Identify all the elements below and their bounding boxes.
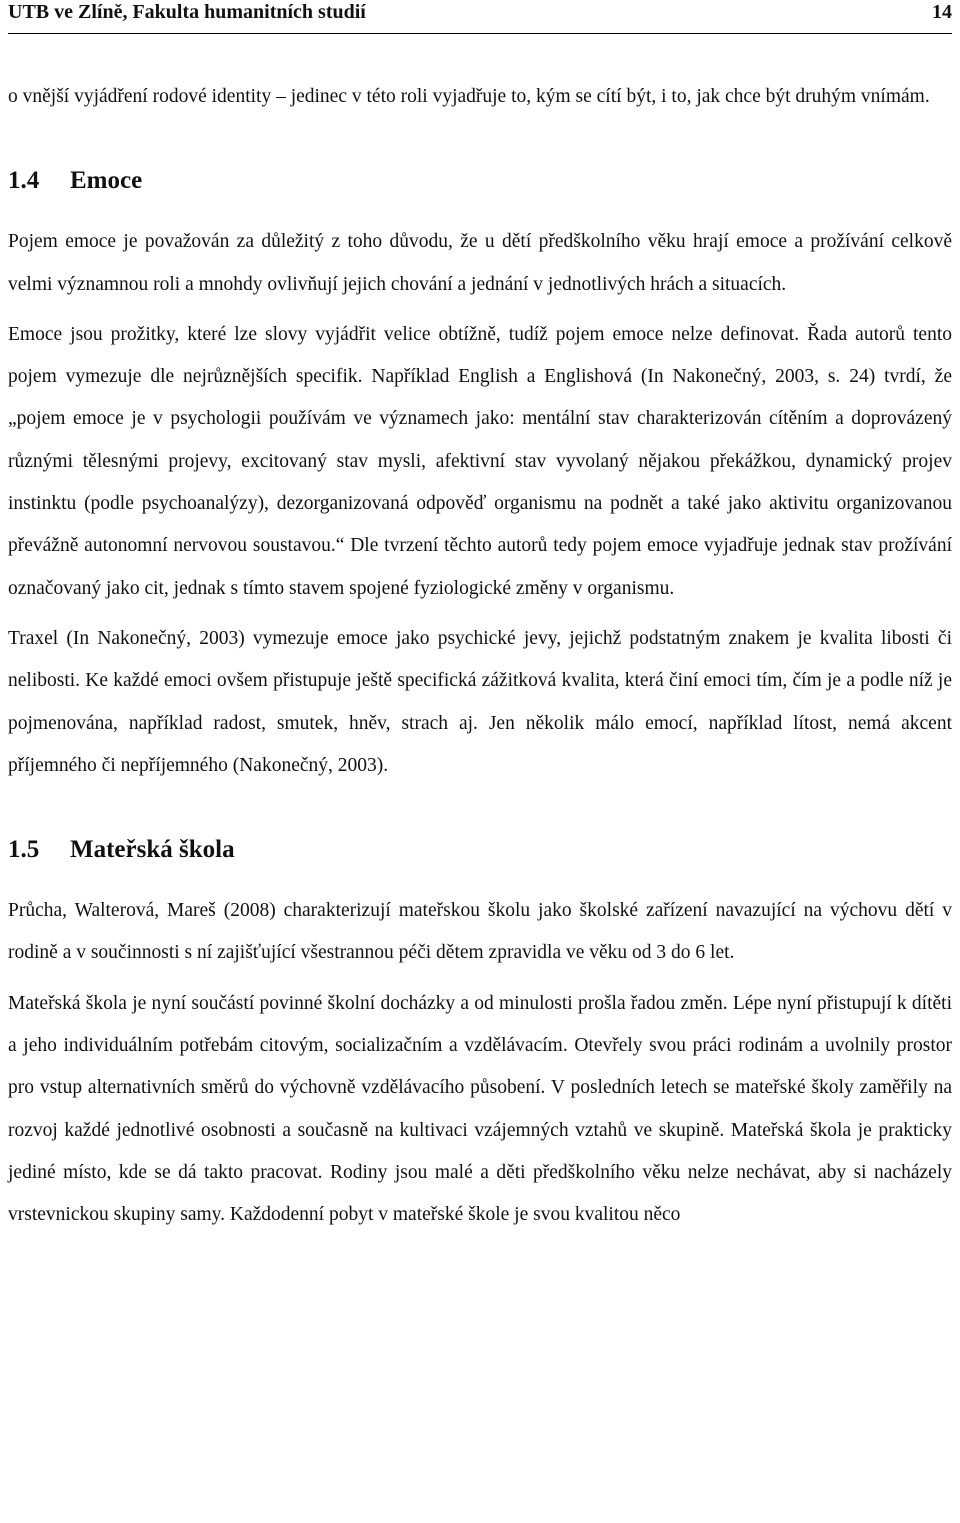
section-heading-materska-skola (8, 829, 952, 871)
paragraph: Emoce jsou prožitky, které lze slovy vyjádřit velice obtížně, tudíž pojem emoce nelze definovat. Řada autorů tento pojem vymezuje dle nejrůznějších specifik. Například English a Englishová (In Nakonečný, 2003, s. 24) tvrdí, že „pojem emoce je v psychologii používám ve významech jako: mentální stav charakterizován cítěním a doprovázený různými tělesnými projevy, excitovaný stav mysli, afektivní stav vyvolaný nějakou překážkou, dynamický projev instinktu (podle psychoanalýzy), dezorganizovaná odpověď organismu na podnět a také jako aktivitu organizovanou převážně autonomní nervovou soustavou.“ Dle tvrzení těchto autorů tedy pojem emoce vyjadřuje jednak stav prožívání označovaný jako cit, jednak s tímto stavem spojené fyziologické změny v organismu. (8, 323, 952, 599)
section-number: 1.5 (8, 836, 40, 864)
section-title: Emoce (70, 167, 143, 195)
paragraph: Mateřská škola je nyní součástí povinné školní docházky a od minulosti prošla řadou změn. Lépe nyní přistupují k dítěti a jeho individuálním potřebám citovým, socializačním a vzdělávacím. Otevřely svou práci rodinám a uvolnily prostor pro vstup alternativních směrů do výchovně vzdělávacího působení. V posledních letech se mateřské školy zaměřily na rozvoj každé jednotlivé osobnosti a současně na kultivaci vzájemných vztahů ve skupině. Mateřská škola je prakticky jediné místo, kde se dá takto pracovat. Rodiny jsou malé a děti předškolního věku nelze nechávat, aby si nacházely vrstevnickou skupiny samy. Každodenní pobyt v mateřské škole je svou kvalitou něco (8, 992, 952, 1226)
page-content (8, 76, 952, 1237)
paragraph: Traxel (In Nakonečný, 2003) vymezuje emoce jako psychické jevy, jejichž podstatným znakem je kvalita libosti či nelibosti. Ke každé emoci ovšem přistupuje ještě specifická zážitková kvalita, která činí emoci tím, čím je a podle níž je pojmenována, například radost, smutek, hněv, strach aj. Jen několik málo emocí, například lítost, nemá akcent příjemného či nepříjemného (Nakonečný, 2003). (8, 627, 952, 776)
page-number: 14 (932, 1, 952, 23)
paragraph: Průcha, Walterová, Mareš (2008) charakterizují mateřskou školu jako školské zařízení navazující na výchovu dětí v rodině a v součinnosti s ní zajišťující všestrannou péči dětem zpravidla ve věku od 3 do 6 let. (8, 900, 952, 964)
header-institution: UTB ve Zlíně, Fakulta humanitních studií (8, 1, 366, 23)
section-heading-emoce (8, 160, 952, 202)
page-header (8, 0, 952, 34)
intro-paragraph: o vnější vyjádření rodové identity – jedinec v této roli vyjadřuje to, kým se cítí být, i to, jak chce být druhým vnímám. (8, 86, 930, 107)
paragraph: Pojem emoce je považován za důležitý z toho důvodu, že u dětí předškolního věku hrají emoce a prožívání celkově velmi významnou roli a mnohdy ovlivňují jejich chování a jednání v jednotlivých hrách a situacích. (8, 231, 952, 295)
section-number: 1.4 (8, 167, 40, 195)
section-title: Mateřská škola (70, 836, 235, 864)
